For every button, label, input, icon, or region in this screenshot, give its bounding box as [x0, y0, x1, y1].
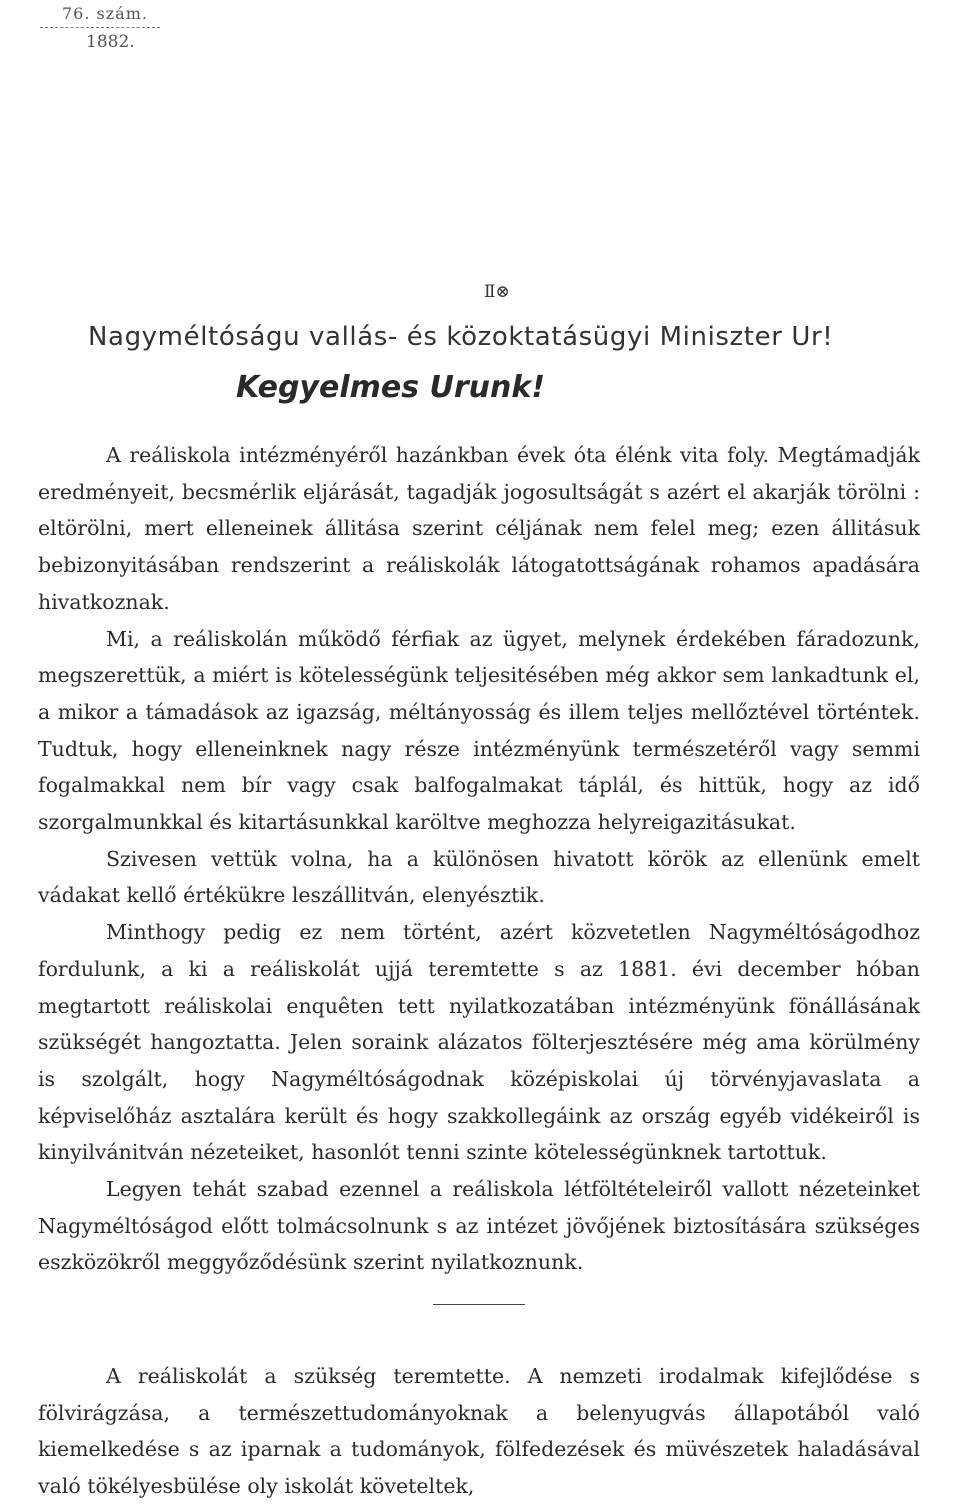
reference-number: 76. szám.: [62, 4, 148, 23]
paragraph: Legyen tehát szabad ezennel a reáliskola létföltételeiről vallott nézeteinket Nagyméltóságod előtt tolmácsolnunk s az intézet jövőjének biztosítására szükséges eszközökről meggyőződésünk szerint nyilatkoznunk.: [38, 1177, 920, 1275]
reference-year: 1882.: [86, 32, 135, 52]
reference-divider: [40, 27, 160, 28]
memorandum-body: [38, 1358, 920, 1505]
archive-stamp-mark: Ⅱ⊗: [484, 282, 510, 302]
paragraph: Szivesen vettük volna, ha a különösen hivatott körök az ellenünk emelt vádakat kellő értékükre leszállitván, elenyésztik.: [38, 846, 920, 908]
paragraph: A reáliskolát a szükség teremtette. A nemzeti irodalmak kifejlődése s fölvirágzása, a természettudományoknak a belenyugvás állapotából való kiemelkedése s az iparnak a tudományok, fölfedezések és müvészetek haladásával való tökélyesbülése oly iskolát követeltek,: [38, 1364, 920, 1499]
paragraph: Mi, a reáliskolán működő férfiak az ügyet, melynek érdekében fáradozunk, megszerettük, a miért is kötelességünk teljesitésében még akkor sem lankadtunk el, a mikor a támadások az igazság, méltányosság és illem teljes mellőztével történtek. Tudtuk, hogy elleneinknek nagy része intézményünk természetéről vagy semmi fogalmakkal nem bír vagy csak balfogalmakat táplál, és hittük, hogy az idő szorgalmunkkal és kitartásunkkal karöltve meghozza helyreigazitásukat.: [38, 626, 920, 835]
paragraph: Minthogy pedig ez nem történt, azért közvetetlen Nagyméltóságodhoz fordulunk, a ki a reáliskolát ujjá teremtette s az 1881. évi december hóban megtartott reáliskolai enquêten tett nyilatkozatában intézményünk fönállásának szükségét hangoztatta. Jelen soraink alázatos fölterjesztésére még ama körülmény is szolgált, hogy Nagyméltóságodnak középiskolai új törvényjavaslata a képviselőház asztalára került és hogy szakkollegáink az ország egyéb vidékeiről is kinyilvánitván nézeteiket, hasonlót tenni szinte kötelességünknek tartottuk.: [38, 920, 920, 1165]
letter-body: [38, 437, 920, 1281]
paragraph: A reáliskola intézményéről hazánkban évek óta élénk vita foly. Megtámadják eredményeit, becsmérlik eljárását, tagadják jogosultságát s azért el akarják törölni : eltörölni, mert elleneinek állitása szerint céljának nem felel meg; ezen állitásuk bebizonyitásában rendszerint a reáliskolák látogatottságának rohamos apadására hivatkoznak.: [38, 443, 920, 614]
salutation-line: Nagyméltóságu vallás- és közoktatásügyi Miniszter Ur!: [88, 322, 834, 352]
section-separator: [433, 1304, 525, 1305]
greeting-heading: Kegyelmes Urunk!: [236, 370, 546, 405]
